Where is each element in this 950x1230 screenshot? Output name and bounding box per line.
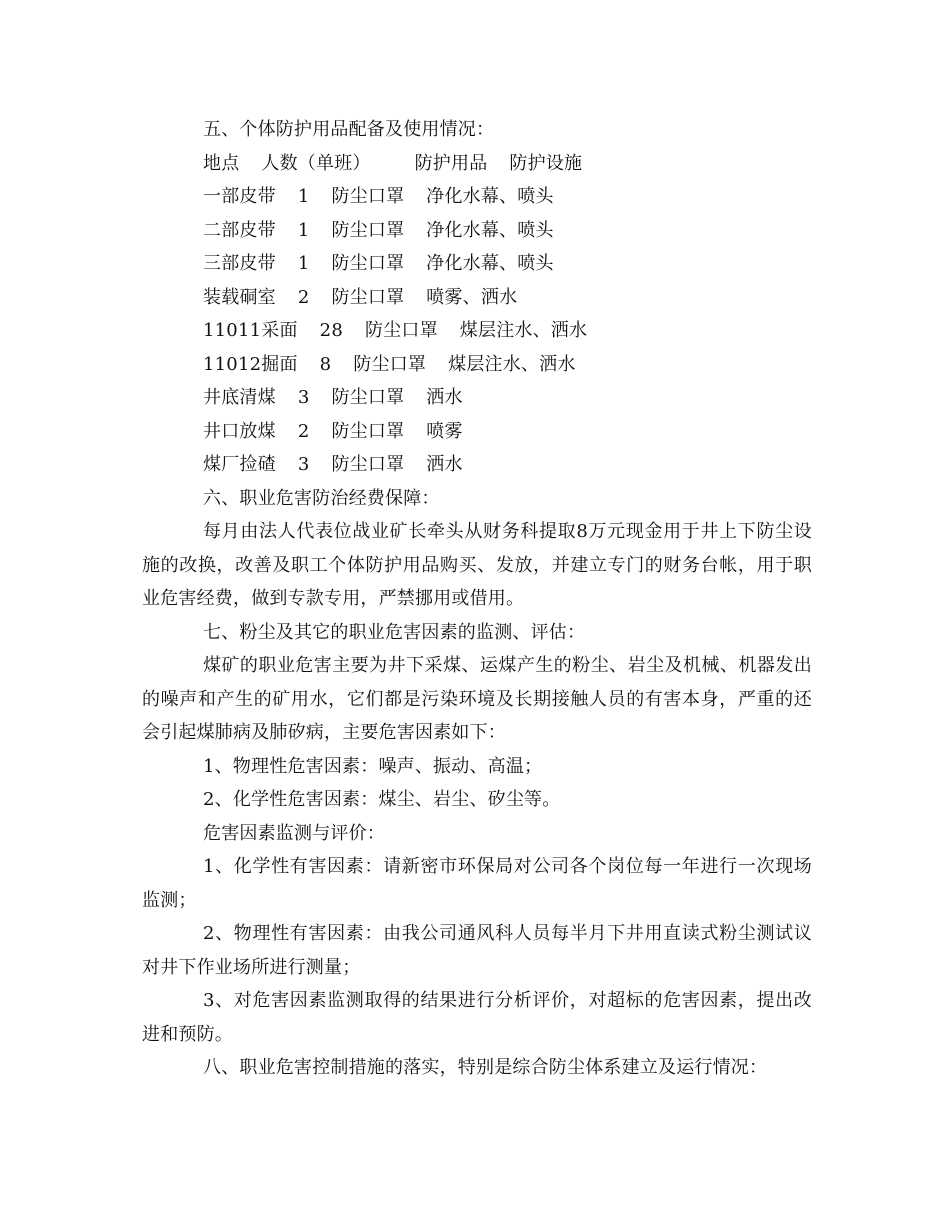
row-headcount: 3 [297,454,310,475]
ppe-row [142,281,812,315]
row-headcount: 8 [319,353,332,375]
ppe-row [142,180,812,214]
row-facility: 喷雾 [426,420,463,442]
row-facility: 净化水幕、喷头 [426,253,554,274]
row-location: 三部皮带 [203,253,276,274]
ppe-row [142,448,812,482]
row-headcount: 1 [297,219,310,241]
header-facility: 防护设施 [509,152,583,174]
header-ppe: 防护用品 [414,152,488,174]
row-location: 一部皮带 [203,186,276,207]
row-ppe: 防尘口罩 [331,186,405,207]
row-location: 井底清煤 [203,387,276,408]
row-headcount: 2 [297,286,310,308]
section7-paragraph: 煤矿的职业危害主要为井下采煤、运煤产生的粉尘、岩尘及机械、机器发出的噪声和产生的矿用水，它们都是污染环境及长期接触人员的有害本身，严重的还会引起煤肺病及肺矽病，主要危害因素如下： [142,655,812,743]
row-facility: 洒水 [426,387,463,408]
monitoring-item-2: 2、物理性有害因素：由我公司通风科人员每半月下井用直读式粉尘测试议对井下作业场所进行测量； [142,923,812,978]
row-ppe: 防尘口罩 [331,454,405,475]
monitoring-item-3: 3、对危害因素监测取得的结果进行分析评价，对超标的危害因素，提出改进和预防。 [142,990,812,1045]
row-facility: 洒水 [426,454,463,475]
row-ppe: 防尘口罩 [331,286,405,308]
row-ppe: 防尘口罩 [364,320,438,341]
row-headcount: 1 [297,253,310,274]
row-headcount: 3 [297,387,310,408]
chemical-factor-item: 2、化学性危害因素：煤尘、岩尘、矽尘等。 [203,789,561,810]
row-location: 井口放煤 [203,420,276,442]
section8-heading: 八、职业危害控制措施的落实，特别是综合防尘体系建立及运行情况： [203,1057,768,1078]
row-location: 11012掘面 [203,353,298,375]
header-location: 地点 [203,152,240,174]
row-facility: 喷雾、洒水 [426,286,518,308]
section7-heading: 七、粉尘及其它的职业危害因素的监测、评估： [203,621,586,643]
row-ppe: 防尘口罩 [331,219,405,241]
monitoring-heading: 危害因素监测与评价： [203,822,385,844]
ppe-row [142,415,812,449]
section5-heading: 五、个体防护用品配备及使用情况： [203,119,495,140]
ppe-row [142,314,812,348]
physical-factor-item: 1、物理性危害因素：噪声、振动、高温； [203,755,543,777]
row-location: 二部皮带 [203,219,276,241]
ppe-row [142,348,812,382]
row-facility: 净化水幕、喷头 [426,219,554,241]
row-location: 11011采面 [203,320,298,341]
row-location: 装载硐室 [203,286,276,308]
section6-heading: 六、职业危害防治经费保障： [203,487,440,509]
row-headcount: 1 [297,186,310,207]
row-ppe: 防尘口罩 [331,420,405,442]
ppe-table-header [142,147,812,181]
row-headcount: 2 [297,420,310,442]
header-headcount: 人数（单班） [261,152,371,174]
monitoring-item-1: 1、化学性有害因素：请新密市环保局对公司各个岗位每一年进行一次现场监测； [142,856,812,911]
ppe-row [142,214,812,248]
row-ppe: 防尘口罩 [331,253,405,274]
row-headcount: 28 [319,320,343,341]
row-ppe: 防尘口罩 [331,387,405,408]
row-facility: 煤层注水、洒水 [448,353,576,375]
ppe-row [142,247,812,281]
row-ppe: 防尘口罩 [353,353,427,375]
document-body [142,113,812,1085]
ppe-row [142,381,812,415]
row-facility: 净化水幕、喷头 [426,186,554,207]
row-location: 煤厂捡碴 [203,454,276,475]
section6-paragraph: 每月由法人代表位战业矿长牵头从财务科提取8万元现金用于井上下防尘设施的改换，改善及职工个体防护用品购买、发放，并建立专门的财务台帐，用于职业危害经费，做到专款专用，严禁挪用或借用。 [142,521,812,609]
row-facility: 煤层注水、洒水 [459,320,588,341]
